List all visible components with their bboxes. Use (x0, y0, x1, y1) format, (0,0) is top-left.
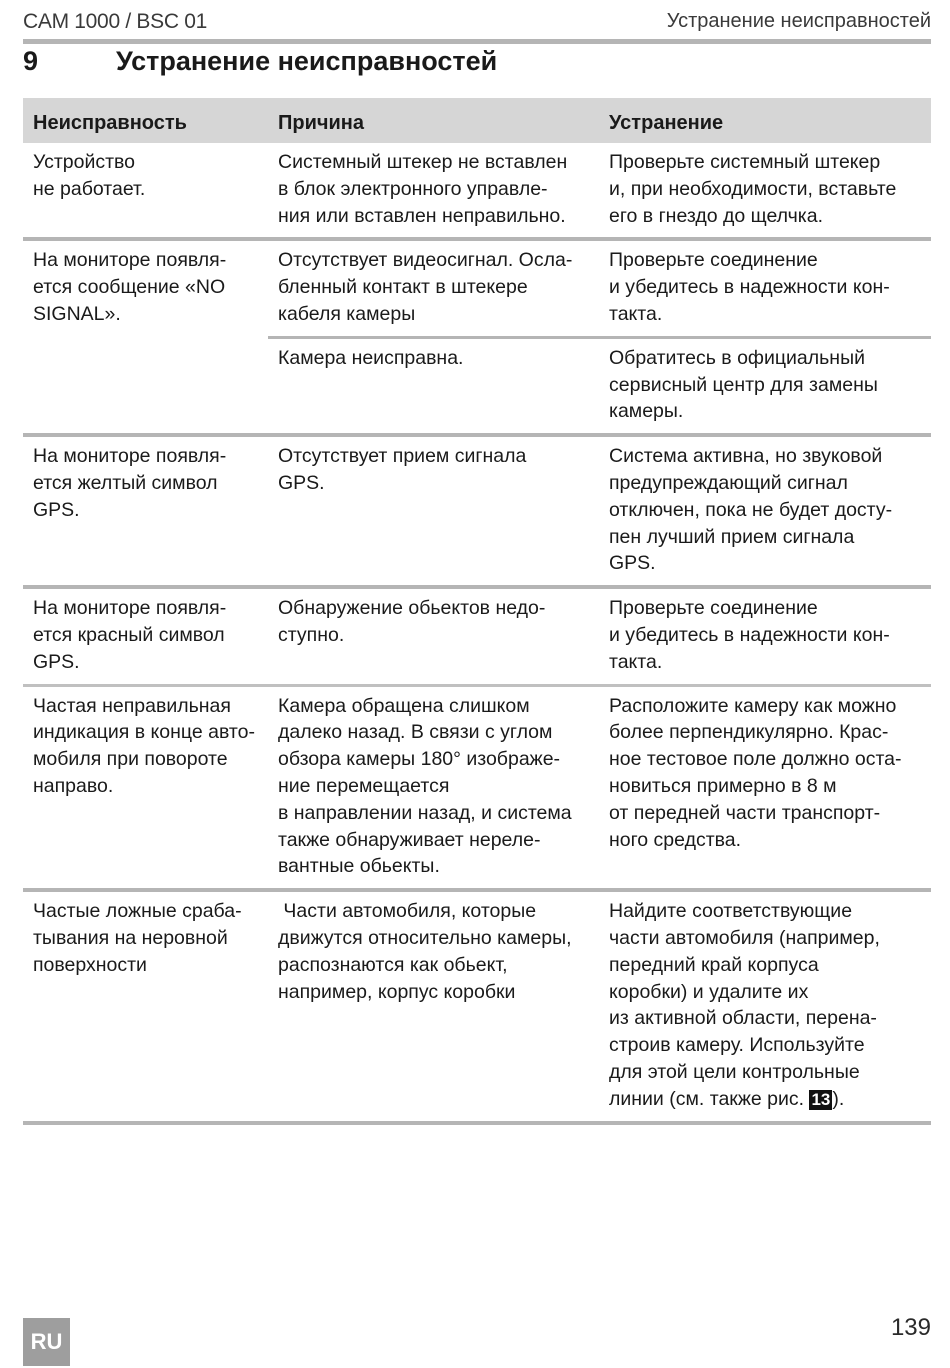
text-line: пен лучший прием сигнала (609, 525, 855, 548)
text-line: мобиля при повороте (33, 748, 228, 771)
text-line: индикация в конце авто- (33, 721, 255, 744)
text-line: ется желтый символ (33, 471, 218, 494)
text-line: ния или вставлен неправильно. (278, 204, 566, 227)
text-line: для этой цели контрольные (609, 1060, 860, 1083)
text-line: На мониторе появля- (33, 597, 227, 620)
text-line: и убедитесь в надежности кон- (609, 276, 890, 299)
text-line: далеко назад. В связи с углом (278, 721, 553, 744)
text-line: На мониторе появля- (33, 445, 227, 468)
text-line: ется сообщение «NO (33, 276, 226, 299)
fault-cell (23, 890, 268, 1122)
text-line: Проверьте соединение (609, 249, 818, 272)
text-line: Частые ложные сраба- (33, 900, 242, 923)
text-line: Найдите соответствующие (609, 900, 853, 923)
table-row (23, 239, 931, 337)
text-line: На мониторе появля- (33, 249, 227, 272)
text-line: коробки) и удалите их (609, 980, 809, 1003)
text-line: камеры. (609, 400, 684, 423)
fault-cell (23, 587, 268, 685)
text-line: направо. (33, 774, 114, 797)
text-line: от передней части транспорт- (609, 801, 881, 824)
language-badge: RU (23, 1318, 70, 1366)
text-line: Части автомобиля, которые (278, 900, 537, 923)
section-number: 9 (23, 46, 39, 76)
text-line: ступно. (278, 623, 345, 646)
cause-cell (268, 587, 599, 685)
section-title: Устранение неисправностей (116, 46, 498, 76)
chapter-title: Устранение неисправностей (666, 10, 931, 32)
fix-cell (599, 239, 931, 337)
text-line: передний край корпуса (609, 953, 819, 976)
text-line: ное тестовое поле должно оста- (609, 748, 902, 771)
fix-cell (599, 143, 931, 239)
fault-cell (23, 143, 268, 239)
text-line: Камера неисправна. (278, 346, 464, 369)
text-line: кабеля камеры (278, 302, 416, 325)
text-line: в направлении назад, и система (278, 801, 572, 824)
text-line: поверхности (33, 953, 147, 976)
text-line: сервисный центр для замены (609, 373, 878, 396)
text-line: ние перемещается (278, 774, 450, 797)
text-line: такта. (609, 650, 663, 673)
text-line: такта. (609, 302, 663, 325)
table-row (23, 435, 931, 587)
text-line: распознаются как обьект, (278, 953, 508, 976)
text-line: вантные обьекты. (278, 855, 440, 878)
text-line: отключен, пока не будет досту- (609, 498, 893, 521)
text-line: строив камеру. Используйте (609, 1034, 865, 1057)
cause-cell (268, 890, 599, 1122)
text-line: Устройство (33, 151, 136, 173)
text-line: не работает. (33, 177, 146, 200)
text-line: тывания на неровной (33, 926, 228, 949)
fix-cell (599, 337, 931, 435)
text-line: Проверьте соединение (609, 597, 818, 620)
text-line: ется красный символ (33, 623, 225, 646)
text-line: GPS. (609, 552, 656, 575)
text-line: Обратитесь в официальный (609, 346, 865, 369)
text-line: движутся относительно камеры, (278, 926, 572, 949)
text-line: его в гнездо до щелчка. (609, 204, 824, 227)
table-row (23, 890, 931, 1122)
fault-cell (23, 685, 268, 890)
fix-cell (599, 890, 931, 1122)
text-line: GPS. (33, 650, 80, 673)
text-line: и убедитесь в надежности кон- (609, 623, 890, 646)
text-line: Системный штекер не вставлен (278, 151, 568, 173)
fault-cell (23, 239, 268, 435)
text-line: Проверьте системный штекер (609, 151, 881, 173)
cause-cell (268, 239, 599, 337)
text-line: Расположите камеру как можно (609, 694, 897, 717)
text-line: и, при необходимости, вставьте (609, 177, 897, 200)
document-model: CAM 1000 / BSC 01 (23, 10, 207, 33)
text-line: бленный контакт в штекере (278, 276, 528, 299)
text-line: GPS. (278, 471, 325, 494)
fix-cell (599, 685, 931, 890)
table-row (23, 685, 931, 890)
section-heading (23, 44, 931, 84)
fault-cell (23, 435, 268, 587)
text-line: Камера обращена слишком (278, 694, 530, 717)
text-line: Обнаружение обьектов недо- (278, 597, 546, 620)
text-line: новиться примерно в 8 м (609, 774, 837, 797)
figure-reference-badge: 13 (811, 1089, 831, 1109)
text-line (609, 1086, 921, 1113)
text-line: более перпендикулярно. Крас- (609, 721, 889, 744)
troubleshooting-table (23, 98, 931, 1125)
cause-cell (268, 143, 599, 239)
column-header-fix: Устранение (599, 98, 931, 143)
text-line: Отсутствует видеосигнал. Осла- (278, 249, 573, 272)
text-line: предупреждающий сигнал (609, 471, 848, 494)
text-line: из активной области, перена- (609, 1007, 877, 1030)
cause-cell (268, 685, 599, 890)
text-line: Частая неправильная (33, 694, 231, 717)
fix-cell (599, 435, 931, 587)
text-line: например, корпус коробки (278, 980, 516, 1003)
text-line: SIGNAL». (33, 302, 121, 325)
table-row (23, 587, 931, 685)
fix-cell (599, 587, 931, 685)
table-header-row (23, 98, 931, 143)
text-line: также обнаруживает нереле- (278, 828, 541, 851)
text-line: ного средства. (609, 828, 742, 851)
cause-cell (268, 435, 599, 587)
page-number: 139 (890, 1314, 931, 1341)
text-line: Система активна, но звуковой (609, 445, 883, 468)
text-fragment: линии (см. также рис. (609, 1087, 810, 1110)
text-line: обзора камеры 180° изображе- (278, 748, 561, 771)
page-header (23, 8, 931, 44)
text-line: Отсутствует прием сигнала (278, 445, 527, 468)
text-line: GPS. (33, 498, 80, 521)
column-header-cause: Причина (268, 98, 599, 143)
column-header-fault: Неисправность (23, 98, 268, 143)
table-row (23, 143, 931, 239)
text-line: в блок электронного управле- (278, 177, 548, 200)
cause-cell (268, 337, 599, 435)
text-fragment: ). (832, 1087, 845, 1110)
text-line: части автомобиля (например, (609, 926, 880, 949)
